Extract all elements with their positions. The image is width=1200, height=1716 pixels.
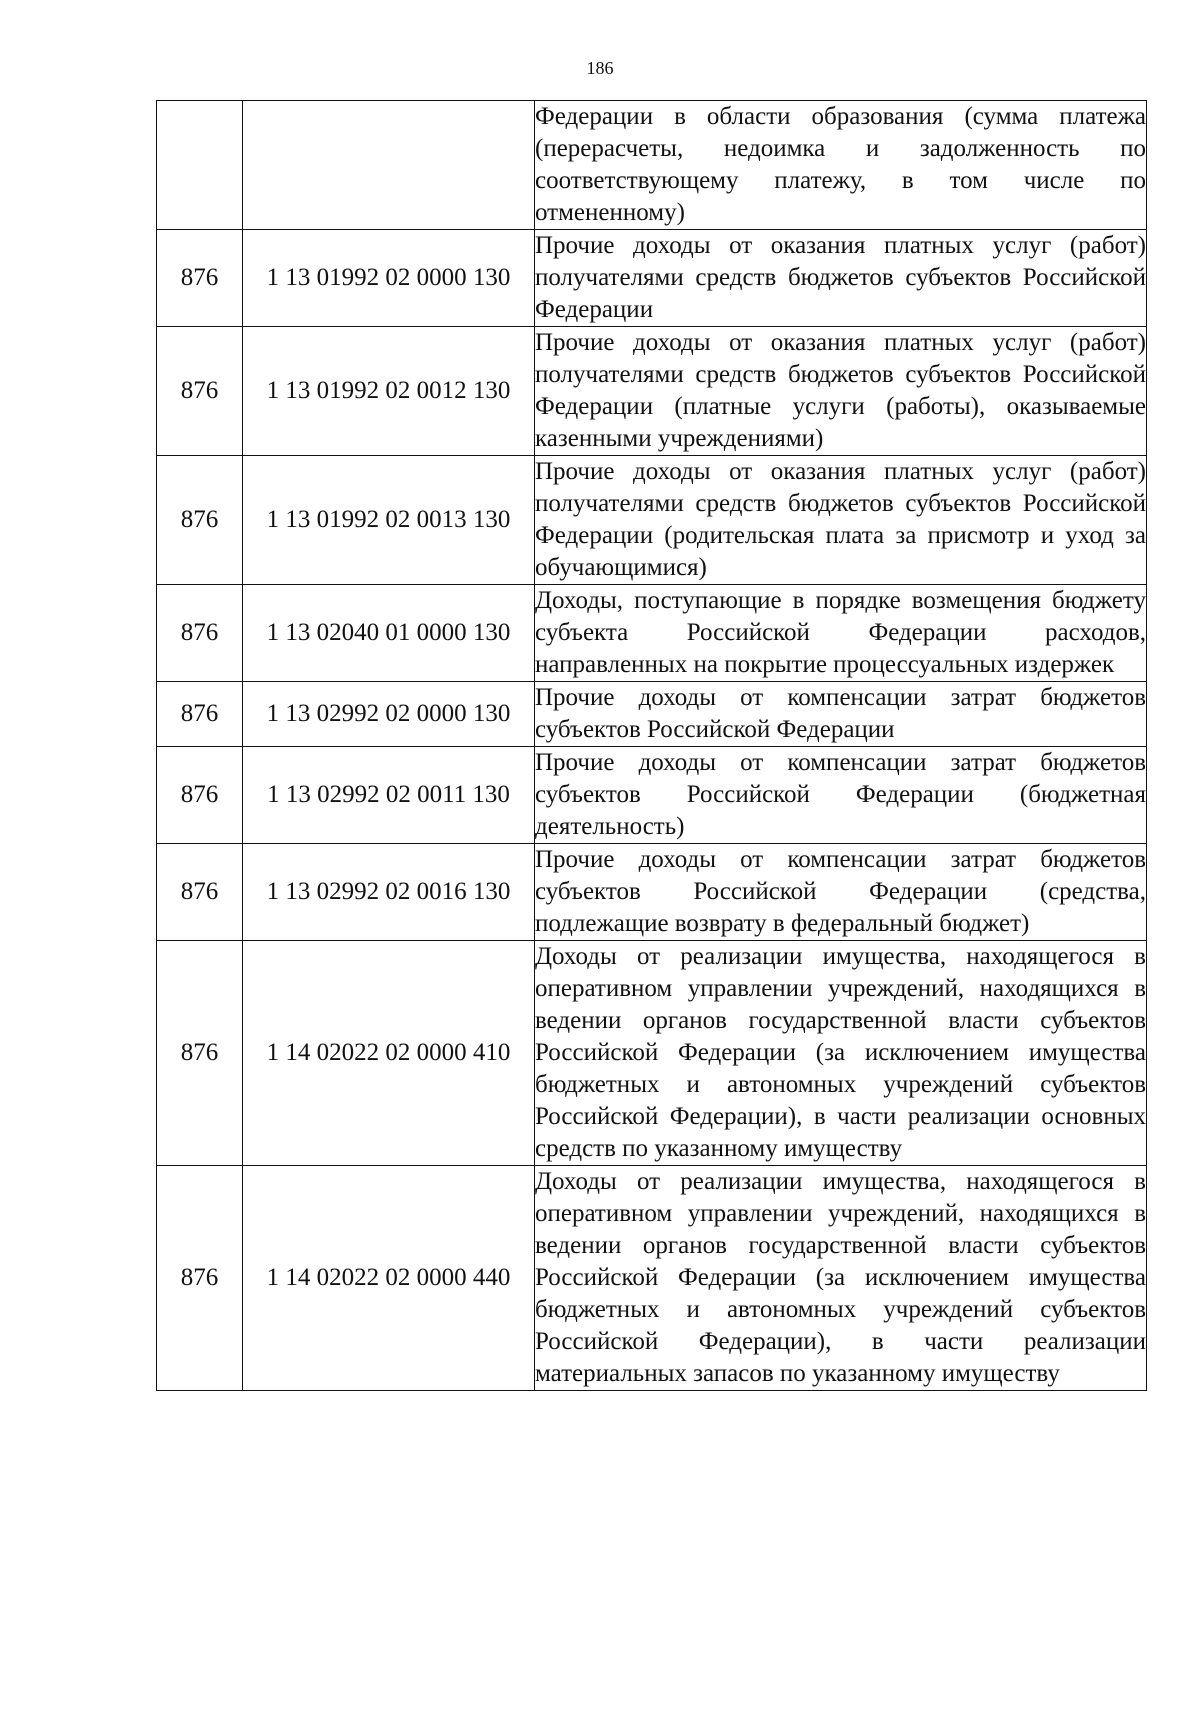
admin-code-cell <box>157 101 243 230</box>
budget-classification-code-cell: 1 14 02022 02 0000 440 <box>243 1166 535 1391</box>
table-row <box>157 101 1147 230</box>
admin-code-cell: 876 <box>157 230 243 327</box>
admin-code-cell: 876 <box>157 747 243 844</box>
budget-classification-code-cell: 1 13 02040 01 0000 130 <box>243 585 535 682</box>
revenue-description-cell: Прочие доходы от оказания платных услуг (работ) получателями средств бюджетов субъектов Российской Федерации <box>535 230 1147 327</box>
admin-code-cell: 876 <box>157 941 243 1166</box>
revenue-description-cell: Прочие доходы от оказания платных услуг (работ) получателями средств бюджетов субъектов Российской Федерации (платные услуги (работы), оказываемые казенными учреждениями) <box>535 327 1147 456</box>
admin-code-cell: 876 <box>157 327 243 456</box>
budget-classification-code-cell <box>243 101 535 230</box>
budget-classification-code-cell: 1 13 01992 02 0000 130 <box>243 230 535 327</box>
budget-classification-code-cell: 1 13 01992 02 0013 130 <box>243 456 535 585</box>
table-row <box>157 456 1147 585</box>
page-number: 186 <box>586 58 614 78</box>
revenue-description-cell: Федерации в области образования (сумма платежа (перерасчеты, недоимка и задолженность по соответствующему платежу, в том числе по отмененному) <box>535 101 1147 230</box>
admin-code-cell: 876 <box>157 844 243 941</box>
budget-classification-code-cell: 1 13 02992 02 0011 130 <box>243 747 535 844</box>
revenue-description-cell: Доходы от реализации имущества, находящегося в оперативном управлении учреждений, находящихся в ведении органов государственной власти субъектов Российской Федерации (за исключением имущества бюджетных и автономных учреждений субъектов Российской Федерации), в части реализации материальных запасов по указанному имуществу <box>535 1166 1147 1391</box>
table-row <box>157 682 1147 747</box>
table-row <box>157 747 1147 844</box>
revenue-description-cell: Доходы, поступающие в порядке возмещения бюджету субъекта Российской Федерации расходов, направленных на покрытие процессуальных издержек <box>535 585 1147 682</box>
budget-classification-code-cell: 1 13 02992 02 0016 130 <box>243 844 535 941</box>
table-row <box>157 844 1147 941</box>
table-row <box>157 941 1147 1166</box>
budget-classification-code-cell: 1 13 02992 02 0000 130 <box>243 682 535 747</box>
revenue-description-cell: Прочие доходы от компенсации затрат бюджетов субъектов Российской Федерации (средства, подлежащие возврату в федеральный бюджет) <box>535 844 1147 941</box>
revenue-description-cell: Прочие доходы от компенсации затрат бюджетов субъектов Российской Федерации (бюджетная деятельность) <box>535 747 1147 844</box>
admin-code-cell: 876 <box>157 1166 243 1391</box>
table-row <box>157 230 1147 327</box>
admin-code-cell: 876 <box>157 456 243 585</box>
admin-code-cell: 876 <box>157 585 243 682</box>
budget-classification-code-cell: 1 14 02022 02 0000 410 <box>243 941 535 1166</box>
table-row <box>157 1166 1147 1391</box>
admin-code-cell: 876 <box>157 682 243 747</box>
budget-classification-code-cell: 1 13 01992 02 0012 130 <box>243 327 535 456</box>
revenue-codes-table <box>156 100 1147 1391</box>
table-row <box>157 585 1147 682</box>
table-row <box>157 327 1147 456</box>
revenue-description-cell: Прочие доходы от оказания платных услуг (работ) получателями средств бюджетов субъектов Российской Федерации (родительская плата за присмотр и уход за обучающимися) <box>535 456 1147 585</box>
revenue-description-cell: Прочие доходы от компенсации затрат бюджетов субъектов Российской Федерации <box>535 682 1147 747</box>
revenue-description-cell: Доходы от реализации имущества, находящегося в оперативном управлении учреждений, находящихся в ведении органов государственной власти субъектов Российской Федерации (за исключением имущества бюджетных и автономных учреждений субъектов Российской Федерации), в части реализации основных средств по указанному имуществу <box>535 941 1147 1166</box>
